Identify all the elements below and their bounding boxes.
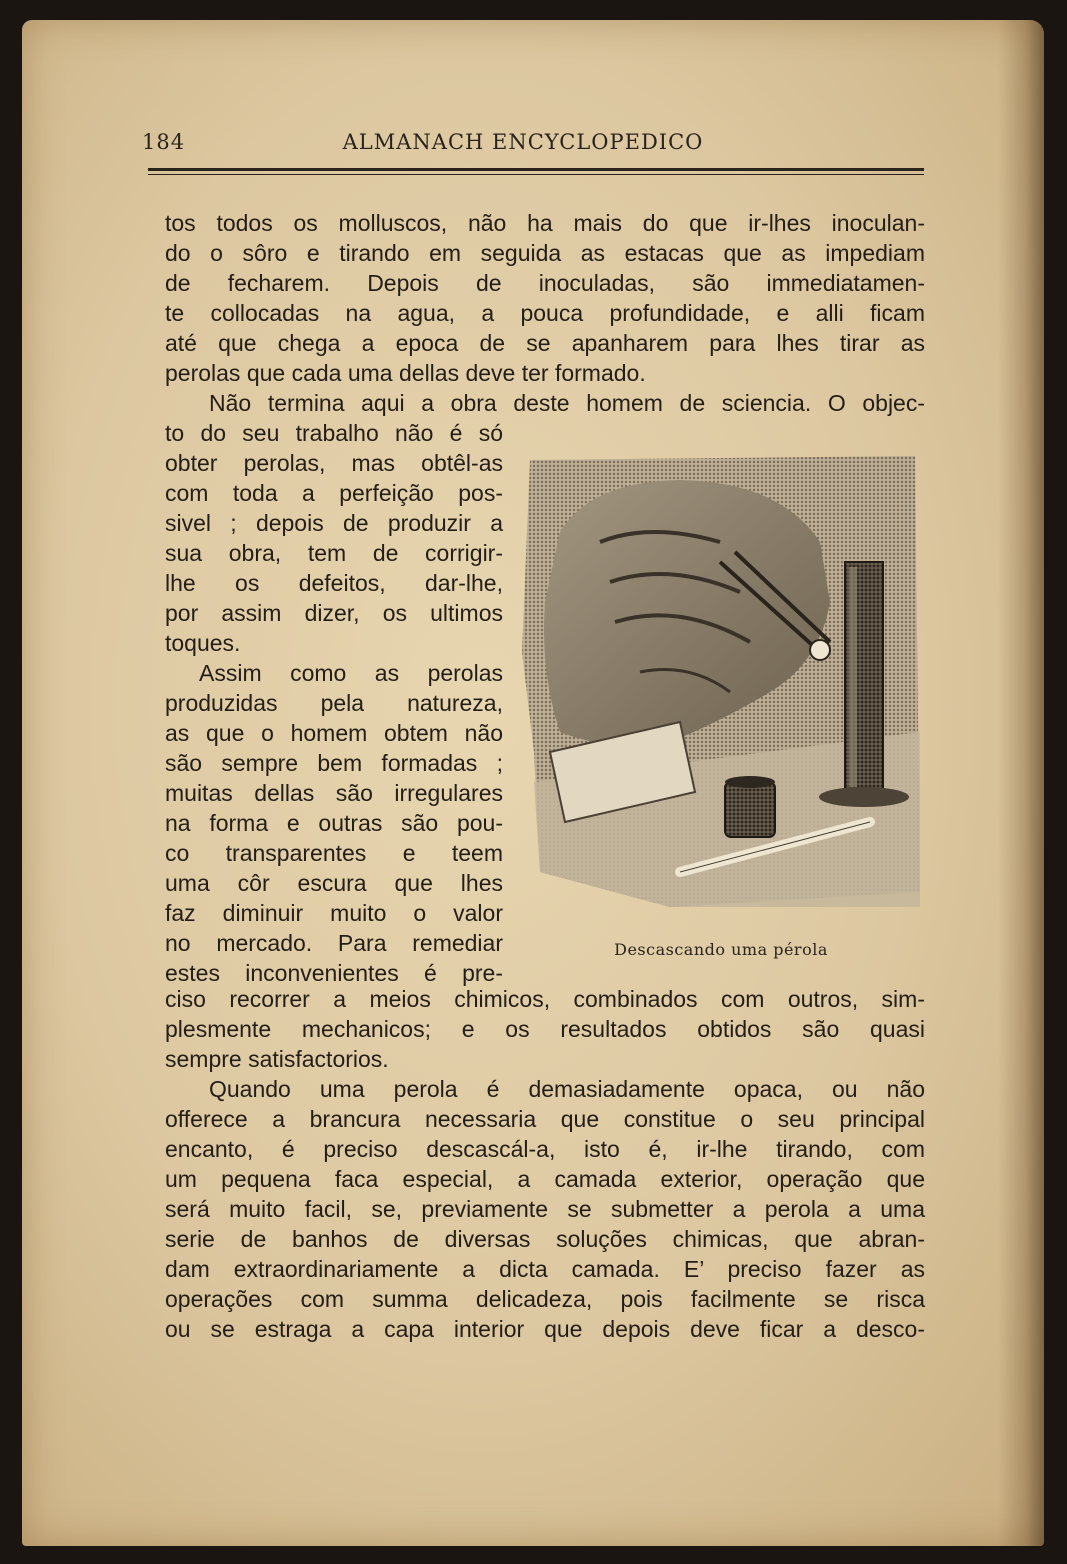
text-line: muitas dellas são irregulares — [165, 780, 503, 806]
text-line: encanto, é preciso descascál-a, isto é, ir-lhe tirando, com — [165, 1136, 925, 1162]
text-line: dam extraordinariamente a dicta camada. E’ preciso fazer as — [165, 1256, 925, 1282]
figure-caption: Descascando uma pérola — [614, 940, 828, 959]
text-line: te collocadas na agua, a pouca profundidade, e alli ficam — [165, 300, 925, 326]
text-line: na forma e outras são pou- — [165, 810, 503, 836]
text-line: lhe os defeitos, dar-lhe, — [165, 570, 503, 596]
text-line: no mercado. Para remediar — [165, 930, 503, 956]
header-rule — [148, 168, 924, 171]
text-line: serie de banhos de diversas soluções chimicas, que abran- — [165, 1226, 925, 1252]
text-line: as que o homem obtem não — [165, 720, 503, 746]
text-line: Não termina aqui a obra deste homem de sciencia. O objec- — [209, 390, 925, 416]
text-line: até que chega a epoca de se apanharem para lhes tirar as — [165, 330, 925, 356]
text-line: tos todos os molluscos, não ha mais do que ir-lhes inoculan- — [165, 210, 925, 236]
figure-illustration — [520, 452, 922, 910]
text-line: por assim dizer, os ultimos — [165, 600, 503, 626]
text-line: operações com summa delicadeza, pois facilmente se risca — [165, 1286, 925, 1312]
page-spine-shadow — [998, 20, 1044, 1546]
text-line: plesmente mechanicos; e os resultados obtidos são quasi — [165, 1016, 925, 1042]
text-line: produzidas pela natureza, — [165, 690, 503, 716]
text-line: Assim como as perolas — [199, 660, 503, 686]
text-line: do o sôro e tirando em seguida as estacas que as impediam — [165, 240, 925, 266]
paragraph-4 — [165, 1074, 925, 1344]
text-line: de fecharem. Depois de inoculadas, são immediatamen- — [165, 270, 925, 296]
text-line: ciso recorrer a meios chimicos, combinados com outros, sim- — [165, 986, 925, 1012]
text-line: ou se estraga a capa interior que depois deve ficar a desco- — [165, 1316, 925, 1342]
text-line: toques. — [165, 630, 241, 656]
paragraph-1 — [165, 208, 925, 418]
text-line: um pequena faca especial, a camada exterior, operação que — [165, 1166, 925, 1192]
page-number: 184 — [142, 130, 186, 154]
illustration-hand-peeling-pearl-icon — [520, 452, 922, 910]
text-line: offerece a brancura necessaria que constitue o seu principal — [165, 1106, 925, 1132]
text-line: sivel ; depois de produzir a — [165, 510, 503, 536]
text-line: uma côr escura que lhes — [165, 870, 503, 896]
paragraph-2-narrow — [165, 418, 503, 988]
text-line: co transparentes e teem — [165, 840, 503, 866]
running-title: ALMANACH ENCYCLOPEDICO — [342, 130, 704, 154]
text-line: sua obra, tem de corrigir- — [165, 540, 503, 566]
text-line: perolas que cada uma dellas deve ter formado. — [165, 360, 646, 386]
text-line: são sempre bem formadas ; — [165, 750, 503, 776]
text-line: será muito facil, se, previamente se submetter a perola a uma — [165, 1196, 925, 1222]
text-line: faz diminuir muito o valor — [165, 900, 503, 926]
text-line: sempre satisfactorios. — [165, 1046, 389, 1072]
header-rule-thin — [148, 174, 924, 175]
text-line: com toda a perfeição pos- — [165, 480, 503, 506]
text-line: Quando uma perola é demasiadamente opaca, ou não — [209, 1076, 925, 1102]
page-header — [142, 112, 904, 152]
text-line: estes inconvenientes é pre- — [165, 960, 503, 986]
text-line: obter perolas, mas obtêl-as — [165, 450, 503, 476]
paragraph-3-continued — [165, 984, 925, 1074]
text-line: to do seu trabalho não é só — [165, 420, 503, 446]
